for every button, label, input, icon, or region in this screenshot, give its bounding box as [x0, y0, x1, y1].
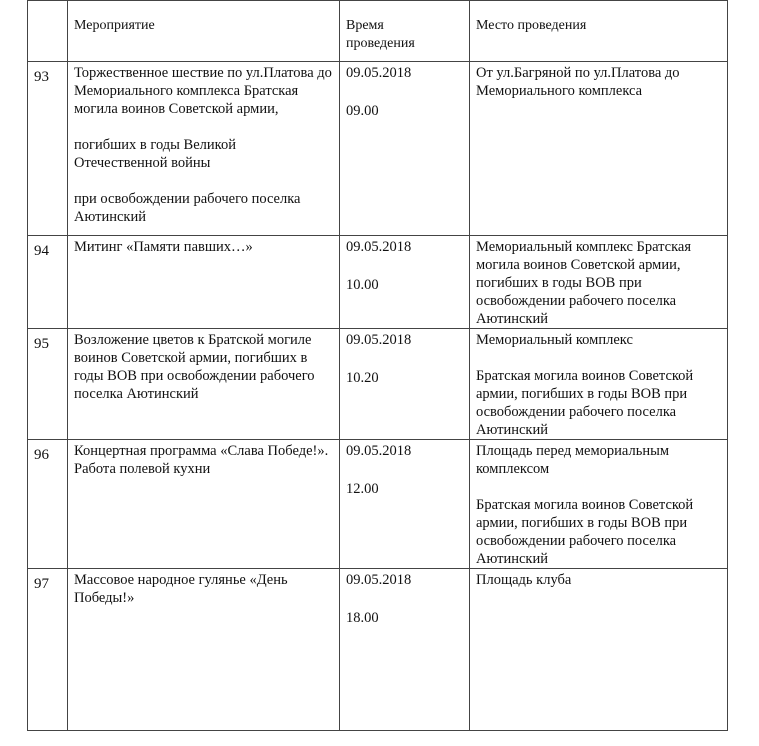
place-text: Площадь перед мемориальным комплексом	[476, 443, 670, 477]
table-row	[28, 440, 728, 569]
place-cell	[470, 62, 728, 236]
row-number: 95	[28, 329, 68, 440]
time-cell	[340, 569, 470, 731]
event-cell	[68, 569, 340, 731]
event-cell	[68, 62, 340, 236]
event-date: 09.05.2018	[346, 65, 412, 81]
time-cell	[340, 236, 470, 329]
event-time: 10.20	[346, 370, 379, 386]
place-cell	[470, 329, 728, 440]
row-number: 96	[28, 440, 68, 569]
event-time: 09.00	[346, 103, 379, 119]
event-cell	[68, 440, 340, 569]
time-cell	[340, 62, 470, 236]
event-date: 09.05.2018	[346, 332, 412, 348]
event-text: Концертная программа «Слава Победе!». Работа полевой кухни	[74, 443, 329, 477]
place-text: От ул.Багряной по ул.Платова до Мемориального комплекса	[476, 65, 680, 99]
event-time: 18.00	[346, 610, 379, 626]
header-time-line1: Время	[346, 18, 384, 33]
event-cell	[68, 236, 340, 329]
event-text: Торжественное шествие по ул.Платова до Мемориального комплекса Братская могила воинов Советской армии,	[74, 65, 332, 117]
event-cell	[68, 329, 340, 440]
place-text: Площадь клуба	[476, 572, 572, 588]
time-cell	[340, 440, 470, 569]
event-date: 09.05.2018	[346, 239, 412, 255]
event-text: погибших в годы Великой Отечественной войны	[74, 137, 236, 171]
row-number: 93	[28, 62, 68, 236]
place-cell	[470, 440, 728, 569]
event-time: 10.00	[346, 277, 379, 293]
event-text: при освобождении рабочего поселка Аютинский	[74, 191, 301, 225]
place-text: Братская могила воинов Советской армии, погибших в годы ВОВ при освобождении рабочего поселка Аютинский	[476, 368, 694, 438]
place-text: Мемориальный комплекс Братская могила воинов Советской армии, погибших в годы ВОВ при освобождении рабочего поселка Аютинский	[476, 239, 692, 327]
place-cell	[470, 236, 728, 329]
place-cell	[470, 569, 728, 731]
row-number: 97	[28, 569, 68, 731]
header-place: Место проведения	[470, 1, 728, 62]
header-time	[340, 1, 470, 62]
events-table	[27, 0, 728, 731]
table-row	[28, 329, 728, 440]
table-row	[28, 62, 728, 236]
place-text: Мемориальный комплекс	[476, 332, 633, 348]
table-row	[28, 236, 728, 329]
event-text: Митинг «Памяти павших…»	[74, 239, 253, 255]
event-text: Массовое народное гулянье «День Победы!»	[74, 572, 288, 606]
event-time: 12.00	[346, 481, 379, 497]
event-date: 09.05.2018	[346, 572, 412, 588]
event-text: Возложение цветов к Братской могиле воинов Советской армии, погибших в годы ВОВ при освобождении рабочего поселка Аютинский	[74, 332, 315, 402]
row-number: 94	[28, 236, 68, 329]
header-event: Мероприятие	[68, 1, 340, 62]
table-header-row	[28, 1, 728, 62]
header-time-line2: проведения	[346, 36, 415, 51]
event-date: 09.05.2018	[346, 443, 412, 459]
time-cell	[340, 329, 470, 440]
header-num	[28, 1, 68, 62]
table-row	[28, 569, 728, 731]
place-text: Братская могила воинов Советской армии, погибших в годы ВОВ при освобождении рабочего поселка Аютинский	[476, 497, 694, 567]
